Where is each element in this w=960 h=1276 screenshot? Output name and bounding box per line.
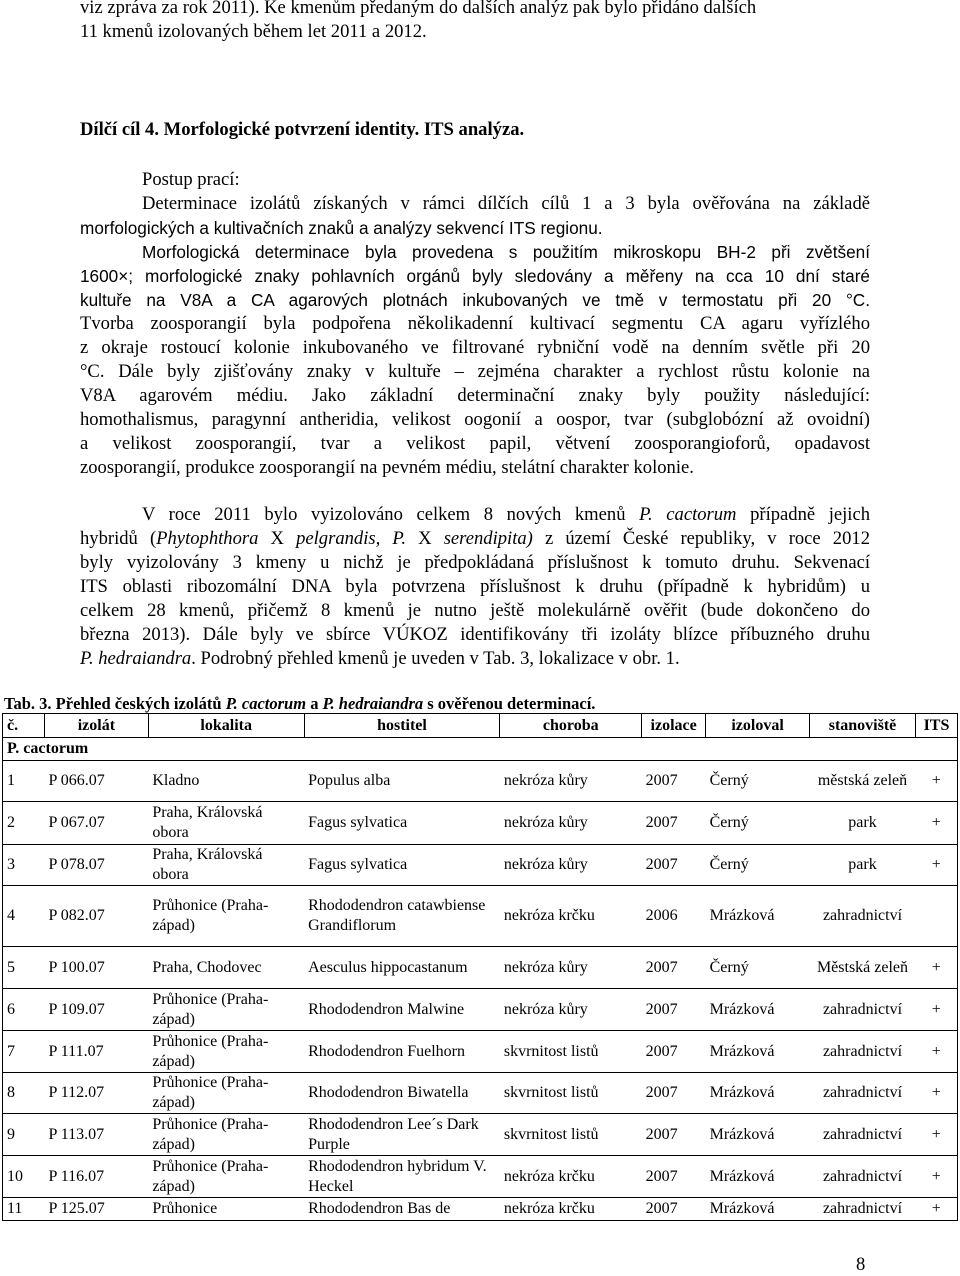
- table-cell-by: Černý: [706, 947, 810, 989]
- table-row: [3, 845, 958, 886]
- year-paragraph: [80, 503, 870, 671]
- text-line: homothalismus, paragynní antheridia, velikost oogonií a oospor, tvar (subglobózní až ovoidní): [80, 409, 870, 430]
- table-cell-loc: Praha, Chodovec: [148, 947, 304, 989]
- table-cell-n: 3: [3, 845, 45, 886]
- table-cell-id: P 109.07: [44, 989, 148, 1031]
- work-paragraph: [80, 168, 870, 480]
- column-header: ITS: [915, 714, 957, 738]
- table-cell-site: zahradnictví: [810, 1114, 916, 1156]
- table-cell-loc: Průhonice (Praha-západ): [148, 1031, 304, 1073]
- table-cell-its: +: [915, 845, 957, 886]
- column-header: choroba: [500, 714, 642, 738]
- table-cell-id: P 078.07: [44, 845, 148, 886]
- intro-text: [80, 0, 756, 44]
- table-cell-its: +: [915, 989, 957, 1031]
- text-line: V roce 2011 bylo vyizolováno celkem 8 nových kmenů P. cactorum případně jejich: [142, 504, 871, 525]
- text-line: 1600×; morfologické znaky pohlavních orgánů byly sledovány a měřeny na cca 10 dní staré: [80, 266, 870, 286]
- table-cell-site: zahradnictví: [810, 1156, 916, 1198]
- table-cell-id: P 111.07: [44, 1031, 148, 1073]
- subheading: Postup prací:: [142, 169, 240, 190]
- column-header: izolát: [44, 714, 148, 738]
- table-cell-by: Černý: [706, 845, 810, 886]
- table-row: [3, 1198, 958, 1221]
- table-cell-dis: nekróza kůry: [500, 802, 642, 845]
- text-line: Morfologická determinace byla provedena s použitím mikroskopu BH-2 při zvětšení: [142, 242, 870, 262]
- text-line: morfologických a kultivačních znaků a analýzy sekvencí ITS regionu.: [80, 218, 603, 238]
- text-line: Determinace izolátů získaných v rámci dílčích cílů 1 a 3 byla ověřována na základě: [142, 193, 870, 214]
- table-cell-n: 8: [3, 1073, 45, 1114]
- table-caption: Tab. 3. Přehled českých izolátů P. cactorum a P. hedraiandra s ověřenou determinací.: [4, 694, 596, 713]
- table-cell-host: Rhododendron Fuelhorn: [304, 1031, 500, 1073]
- text-line: z okraje rostoucí kolonie inkubovaného ve filtrované rybniční vodě na denním světle při 20: [80, 337, 870, 358]
- table-cell-site: zahradnictví: [810, 1073, 916, 1114]
- table-cell-year: 2007: [642, 1114, 706, 1156]
- table-cell-year: 2007: [642, 947, 706, 989]
- table-row: [3, 1073, 958, 1114]
- table-cell-n: 6: [3, 989, 45, 1031]
- table-cell-host: Populus alba: [304, 761, 500, 802]
- table-cell-by: Mrázková: [706, 1156, 810, 1198]
- table-cell-n: 9: [3, 1114, 45, 1156]
- table-cell-host: Rhododendron hybridum V. Heckel: [304, 1156, 500, 1198]
- table-cell-year: 2007: [642, 761, 706, 802]
- table-cell-loc: Průhonice (Praha-západ): [148, 1073, 304, 1114]
- table-cell-year: 2007: [642, 989, 706, 1031]
- table-cell-n: 10: [3, 1156, 45, 1198]
- table-cell-dis: nekróza krčku: [500, 1198, 642, 1221]
- table-cell-by: Mrázková: [706, 886, 810, 947]
- table-cell-host: Rhododendron Lee´s Dark Purple: [304, 1114, 500, 1156]
- column-header: lokalita: [148, 714, 304, 738]
- table-cell-by: Černý: [706, 761, 810, 802]
- table-cell-its: +: [915, 947, 957, 989]
- table-cell-year: 2007: [642, 845, 706, 886]
- table-cell-dis: skvrnitost listů: [500, 1073, 642, 1114]
- table-cell-id: P 067.07: [44, 802, 148, 845]
- table-cell-year: 2007: [642, 1156, 706, 1198]
- table-cell-by: Mrázková: [706, 1031, 810, 1073]
- table-row: [3, 1031, 958, 1073]
- table-cell-id: P 116.07: [44, 1156, 148, 1198]
- table-cell-site: zahradnictví: [810, 1198, 916, 1221]
- table-row: [3, 761, 958, 802]
- table-cell-n: 4: [3, 886, 45, 947]
- text-line: kultuře na V8A a CA agarových plotnách inkubovaných ve tmě v termostatu při 20 °C.: [80, 290, 870, 310]
- table-cell-loc: Kladno: [148, 761, 304, 802]
- table-cell-host: Rhododendron Biwatella: [304, 1073, 500, 1114]
- text-line: V8A agarovém médiu. Jako základní determinační znaky byly použity následující:: [80, 385, 870, 406]
- table-cell-by: Mrázková: [706, 989, 810, 1031]
- table-row: [3, 1156, 958, 1198]
- table-cell-dis: skvrnitost listů: [500, 1031, 642, 1073]
- table-cell-year: 2007: [642, 1031, 706, 1073]
- text-line: °C. Dále byly zjišťovány znaky v kultuře – zejména charakter a rychlost růstu kolonie na: [80, 361, 870, 382]
- text-line: celkem 28 kmenů, přičemž 8 kmenů je nutno ještě molekulárně ověřit (bude dokončeno do: [80, 600, 870, 621]
- text-line: hybridů (Phytophthora X pelgrandis, P. X serendipita) z území České republiky, v roce 2012: [80, 528, 870, 549]
- table-row: [3, 1114, 958, 1156]
- table-cell-site: park: [810, 802, 916, 845]
- table-cell-host: Aesculus hippocastanum: [304, 947, 500, 989]
- table-cell-n: 1: [3, 761, 45, 802]
- table-cell-n: 11: [3, 1198, 45, 1221]
- table-cell-loc: Praha, Královská obora: [148, 802, 304, 845]
- table-cell-by: Mrázková: [706, 1198, 810, 1221]
- table-cell-its: +: [915, 1073, 957, 1114]
- table-cell-its: +: [915, 1198, 957, 1221]
- text-line: byly vyizolovány 3 kmeny u nichž je předpokládaná příslušnost k tomuto druhu. Sekvenací: [80, 552, 870, 573]
- table-cell-year: 2007: [642, 1198, 706, 1221]
- table-cell-loc: Průhonice (Praha-západ): [148, 1156, 304, 1198]
- table-cell-n: 5: [3, 947, 45, 989]
- table-cell-its: [915, 886, 957, 947]
- table-cell-loc: Průhonice (Praha-západ): [148, 886, 304, 947]
- table-cell-id: P 113.07: [44, 1114, 148, 1156]
- table-row: [3, 802, 958, 845]
- text-line: ITS oblasti ribozomální DNA byla potvrzena příslušnost k druhu (případně k hybridům) u: [80, 576, 870, 597]
- table-cell-id: P 066.07: [44, 761, 148, 802]
- table-cell-site: Městská zeleň: [810, 947, 916, 989]
- table-cell-host: Rhododendron Malwine: [304, 989, 500, 1031]
- table-cell-dis: nekróza kůry: [500, 989, 642, 1031]
- table-cell-host: Fagus sylvatica: [304, 845, 500, 886]
- column-header: stanoviště: [810, 714, 916, 738]
- table-row: [3, 989, 958, 1031]
- table-cell-by: Mrázková: [706, 1114, 810, 1156]
- table-cell-site: zahradnictví: [810, 1031, 916, 1073]
- table-cell-id: P 100.07: [44, 947, 148, 989]
- table-cell-loc: Průhonice (Praha-západ): [148, 1114, 304, 1156]
- table-cell-dis: nekróza krčku: [500, 1156, 642, 1198]
- text-line: P. hedraiandra. Podrobný přehled kmenů je uveden v Tab. 3, lokalizace v obr. 1.: [80, 648, 680, 669]
- text-line: a velikost zoosporangií, tvar a velikost papil, větvení zoosporangioforů, opadavost: [80, 433, 870, 454]
- table-cell-host: Rhododendron catawbiense Grandiflorum: [304, 886, 500, 947]
- table-cell-dis: skvrnitost listů: [500, 1114, 642, 1156]
- page-number: 8: [856, 1254, 866, 1275]
- column-header: č.: [3, 714, 45, 738]
- table-cell-its: +: [915, 1031, 957, 1073]
- section-heading: Dílčí cíl 4. Morfologické potvrzení identity. ITS analýza.: [80, 119, 525, 140]
- table-cell-its: +: [915, 802, 957, 845]
- table-cell-loc: Průhonice (Praha-západ): [148, 989, 304, 1031]
- table-cell-site: zahradnictví: [810, 989, 916, 1031]
- table-body: [3, 738, 958, 1221]
- table-cell-site: zahradnictví: [810, 886, 916, 947]
- table-cell-host: Rhododendron Bas de: [304, 1198, 500, 1221]
- table-cell-year: 2007: [642, 802, 706, 845]
- table-cell-by: Černý: [706, 802, 810, 845]
- text-line: zoosporangií, produkce zoosporangií na pevném médiu, stelátní charakter kolonie.: [80, 457, 694, 478]
- species-label: P. cactorum: [3, 738, 958, 761]
- table-header-row: [3, 714, 958, 738]
- table-cell-n: 7: [3, 1031, 45, 1073]
- isolates-table: [2, 713, 958, 1221]
- column-header: hostitel: [304, 714, 500, 738]
- table-cell-loc: Průhonice: [148, 1198, 304, 1221]
- table-cell-dis: nekróza krčku: [500, 886, 642, 947]
- table-cell-its: +: [915, 1114, 957, 1156]
- table-cell-id: P 112.07: [44, 1073, 148, 1114]
- table-row: [3, 886, 958, 947]
- text-line: března 2013). Dále byly ve sbírce VÚKOZ identifikovány tři izoláty blízce příbuzného druhu: [80, 624, 870, 645]
- table-cell-dis: nekróza kůry: [500, 761, 642, 802]
- table-cell-host: Fagus sylvatica: [304, 802, 500, 845]
- column-header: izoloval: [706, 714, 810, 738]
- table-cell-by: Mrázková: [706, 1073, 810, 1114]
- table-cell-dis: nekróza kůry: [500, 845, 642, 886]
- table-cell-dis: nekróza kůry: [500, 947, 642, 989]
- text-line: 11 kmenů izolovaných během let 2011 a 2012.: [80, 21, 427, 42]
- table-cell-site: park: [810, 845, 916, 886]
- table-cell-loc: Praha, Královská obora: [148, 845, 304, 886]
- table-cell-its: +: [915, 761, 957, 802]
- column-header: izolace: [642, 714, 706, 738]
- table-cell-site: městská zeleň: [810, 761, 916, 802]
- table-cell-n: 2: [3, 802, 45, 845]
- table-cell-id: P 125.07: [44, 1198, 148, 1221]
- table-row: [3, 947, 958, 989]
- text-line: Tvorba zoosporangií byla podpořena několikadenní kultivací segmentu CA agaru vyřízlého: [80, 313, 870, 334]
- table-cell-its: +: [915, 1156, 957, 1198]
- table-cell-id: P 082.07: [44, 886, 148, 947]
- table-cell-year: 2007: [642, 1073, 706, 1114]
- text-line: viz zpráva za rok 2011). Ke kmenům předaným do dalších analýz pak bylo přidáno dalších: [80, 0, 757, 18]
- table-cell-year: 2006: [642, 886, 706, 947]
